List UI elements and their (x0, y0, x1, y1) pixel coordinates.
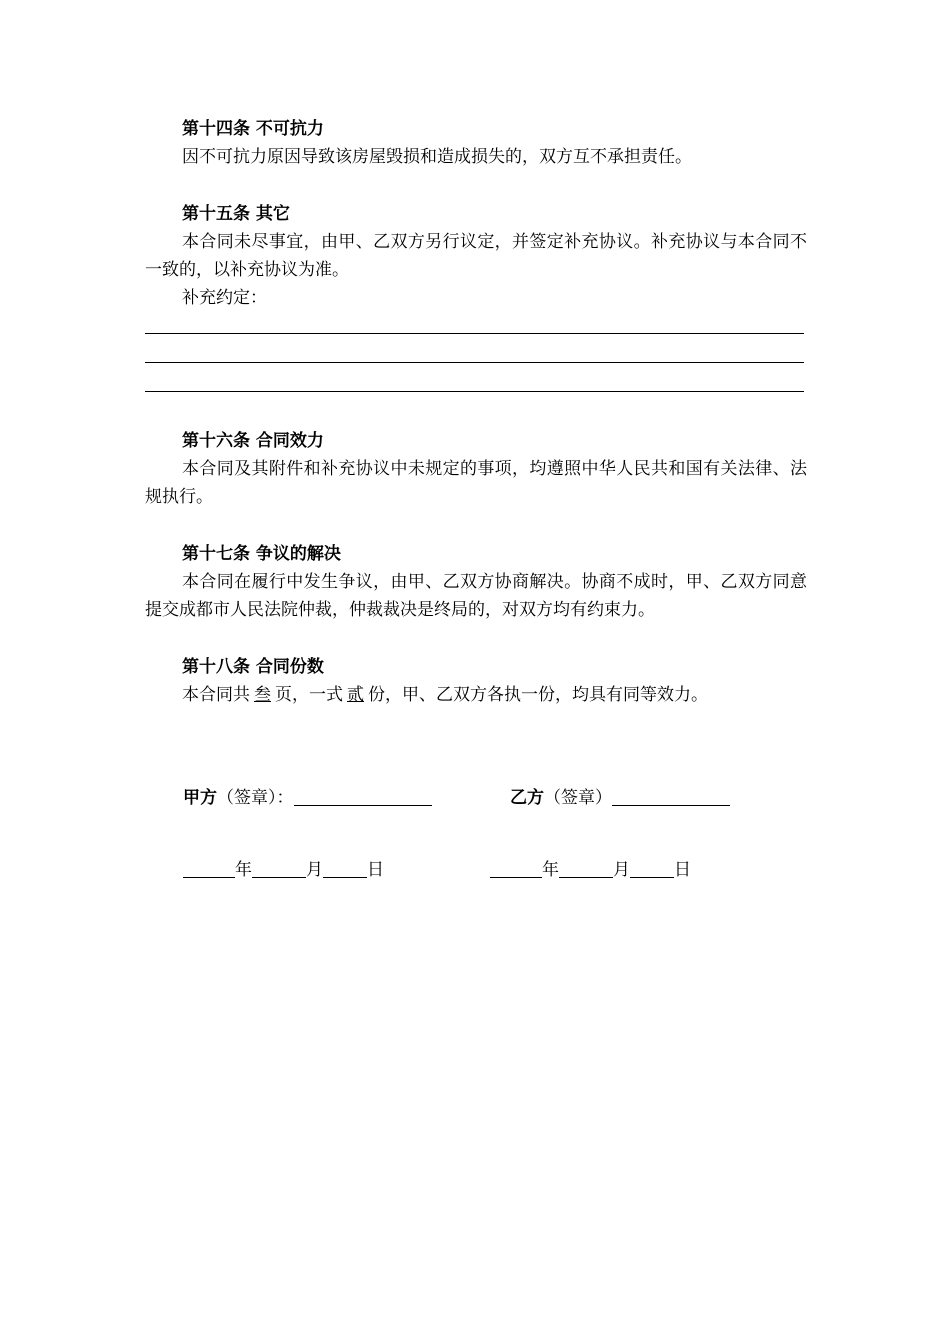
party-a-date: 年 月 日 (183, 856, 384, 884)
party-a-label: 甲方 (183, 788, 217, 808)
party-b-sign-label: （签章） (544, 788, 612, 808)
section-18 (145, 653, 807, 709)
month-blank (559, 859, 613, 878)
section-body: 因不可抗力原因导致该房屋毁损和造成损失的，双方互不承担责任。 (182, 147, 692, 167)
supplement-line (145, 333, 804, 334)
section-15 (145, 200, 807, 312)
party-b-date: 年 月 日 (490, 856, 691, 884)
section-body: 本合同在履行中发生争议，由甲、乙双方协商解决。协商不成时，甲、乙双方同意提交成都市人民法院仲裁，仲裁裁决是终局的，对双方均有约束力。 (145, 572, 807, 620)
section-body: 本合同及其附件和补充协议中未规定的事项，均遵照中华人民共和国有关法律、法规执行。 (145, 459, 807, 507)
day-blank (630, 859, 674, 878)
section-title: 第十八条 合同份数 (182, 657, 324, 677)
supplement-line (145, 391, 804, 392)
supplement-label: 补充约定： (182, 288, 267, 308)
party-a-sign-blank (294, 787, 432, 806)
section-body: 本合同共 叁 页，一式 贰 份，甲、乙双方各执一份，均具有同等效力。 (182, 685, 708, 705)
section-14 (145, 115, 807, 171)
page-count: 叁 (254, 685, 271, 705)
party-a-sign-label: （签章）： (217, 788, 294, 808)
section-17 (145, 540, 807, 624)
party-a-signature (183, 784, 432, 812)
month-blank (252, 859, 306, 878)
section-body: 本合同未尽事宜，由甲、乙双方另行议定，并签定补充协议。补充协议与本合同不一致的，以补充协议为准。 (145, 232, 807, 280)
year-blank (183, 859, 235, 878)
party-b-sign-blank (612, 787, 730, 806)
section-16 (145, 427, 807, 511)
party-b-label: 乙方 (510, 788, 544, 808)
party-b-signature (510, 784, 730, 812)
section-title: 第十七条 争议的解决 (182, 544, 341, 564)
section-title: 第十四条 不可抗力 (182, 119, 324, 139)
section-title: 第十六条 合同效力 (182, 431, 324, 451)
supplement-line (145, 362, 804, 363)
day-blank (323, 859, 367, 878)
copy-count: 贰 (347, 685, 364, 705)
year-blank (490, 859, 542, 878)
section-title: 第十五条 其它 (182, 204, 290, 224)
